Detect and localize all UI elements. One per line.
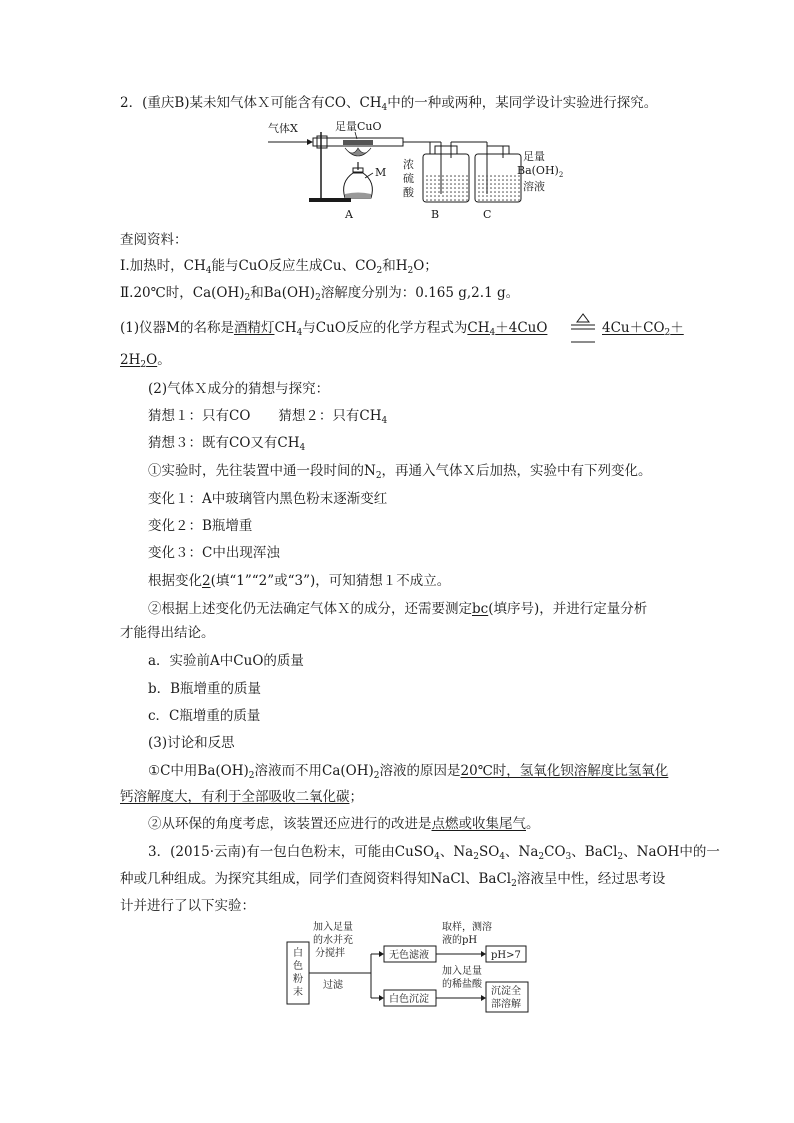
experiment-2: ②根据上述变化仍无法确定气体Ｘ的成分，还需要测定bc(填序号)，并进行定量分析 <box>148 601 648 617</box>
acid-text-2: 的稀盐酸 <box>442 979 482 990</box>
baoh-label-3: 溶液 <box>523 180 545 193</box>
option-a: a．实验前A中CuO的质量 <box>148 653 304 669</box>
part-3-title: (3)讨论和反思 <box>148 735 235 751</box>
equation-continued: $2H_2O$。 <box>120 352 171 370</box>
start-char-2: 色 <box>293 961 303 972</box>
step1-text-2: 的水并充 <box>313 935 353 946</box>
equation-right: $4Cu+CO_2+$ <box>602 320 684 338</box>
baoh-label-2: $Ba(OH)_2$ <box>517 164 564 179</box>
change-2: 变化２：B瓶增重 <box>148 518 253 534</box>
reference-2: Ⅱ.20℃时，$Ca(OH)_2$和$Ba(OH)_2$溶解度分别为：0.165 g,2.1 g。 <box>120 285 520 303</box>
experiment-1: ①实验时，先往装置中通一段时间的$N_2$，再通入气体Ｘ后加热，实验中有下列变化。 <box>148 463 652 481</box>
equation-left: $CH_4+4CuO$ <box>467 320 548 338</box>
reflection-1: ①C中用$Ba(OH)_2$溶液而不用$Ca(OH)_2$溶液的原因是20℃时，氢氧化钡溶解度比氢氧化 <box>148 763 669 781</box>
part-2-title: (2)气体Ｘ成分的猜想与探究： <box>148 381 330 397</box>
step1-text-3: 分搅拌 <box>315 948 345 959</box>
apparatus-diagram <box>265 118 570 224</box>
label-c: C <box>483 208 492 221</box>
acid-label-1: 浓 <box>403 158 414 171</box>
experiment-2-cont: 才能得出结论。 <box>120 625 215 641</box>
precipitate-label: 白色沉淀 <box>389 994 429 1005</box>
gas-x-label: 气体X <box>268 122 298 135</box>
change-1: 变化１：A中玻璃管内黑色粉末逐渐变红 <box>148 491 388 507</box>
part-1: (1)仪器M的名称是酒精灯$CH_4$与CuO反应的化学方程式为$CH_4+4CuO$ <box>120 320 548 338</box>
reference-1: Ⅰ.加热时，$CH_4$能与CuO反应生成Cu、$CO_2$和$H_2O$； <box>120 258 438 276</box>
question-3-line-1: 3．(2015·云南)有一包白色粉末，可能由CuSO$_4$、$Na_2SO_4$、$Na_2CO_3$、BaCl$_2$、NaOH中的一 <box>148 844 720 862</box>
dissolve-text-1: 沉淀全 <box>491 986 521 997</box>
guess-3: 猜想３：既有CO又有$CH_4$ <box>148 435 306 453</box>
answer-measure: bc <box>472 601 489 617</box>
filtrate-label: 无色滤液 <box>389 950 429 961</box>
flow-diagram <box>285 918 535 1013</box>
start-char-4: 末 <box>293 987 303 998</box>
start-char-1: 白 <box>293 948 303 959</box>
option-b: b．B瓶增重的质量 <box>148 681 262 697</box>
answer-improvement: 点燃或收集尾气 <box>431 816 526 832</box>
acid-text-1: 加入足量 <box>442 966 482 977</box>
acid-label-3: 酸 <box>403 186 414 199</box>
test-text-2: 液的pH <box>442 935 478 946</box>
dissolve-text-2: 部溶解 <box>491 999 521 1010</box>
option-c: c．C瓶增重的质量 <box>148 708 261 724</box>
judgement: 根据变化2(填“1”“2”或“3”)，可知猜想１不成立。 <box>148 573 451 589</box>
test-text-1: 取样，测溶 <box>442 922 492 933</box>
reflection-1-cont: 钙溶解度大，有利于全部吸收二氧化碳； <box>120 789 363 805</box>
cuo-label: 足量CuO <box>335 120 382 133</box>
label-b: B <box>431 208 440 221</box>
lamp-m-label: M <box>375 166 387 179</box>
answer-reason: 20℃时，氢氧化钡溶解度比氢氧化 <box>460 763 669 779</box>
acid-label-2: 硫 <box>403 172 414 185</box>
guess-1-2: 猜想１：只有CO 猜想２：只有$CH_4$ <box>148 408 388 426</box>
answer-instrument: 酒精灯 <box>233 320 275 336</box>
label-a: A <box>345 208 353 221</box>
baoh-label-1: 足量 <box>523 150 545 163</box>
change-3: 变化３：C中出现浑浊 <box>148 545 280 561</box>
question-2-intro: 2．(重庆B)某未知气体Ｘ可能含有CO、$CH_4$中的一种或两种，某同学设计实验进行探究。 <box>120 95 658 113</box>
reflection-2: ②从环保的角度考虑，该装置还应进行的改进是点燃或收集尾气。 <box>148 816 540 832</box>
ph-result: pH>7 <box>491 950 521 961</box>
step1-text-1: 加入足量 <box>313 922 353 933</box>
question-3-line-3: 计并进行了以下实验： <box>120 898 255 914</box>
answer-change: 2 <box>202 573 211 589</box>
start-char-3: 粉 <box>293 974 303 985</box>
reference-title: 查阅资料： <box>120 232 188 248</box>
question-3-line-2: 种或几种组成。为探究其组成，同学们查阅资料得知NaCl、BaCl$_2$溶液呈中性，经过思考设 <box>120 871 666 889</box>
heat-condition-sign <box>568 312 598 344</box>
step1-filter: 过滤 <box>323 980 343 991</box>
